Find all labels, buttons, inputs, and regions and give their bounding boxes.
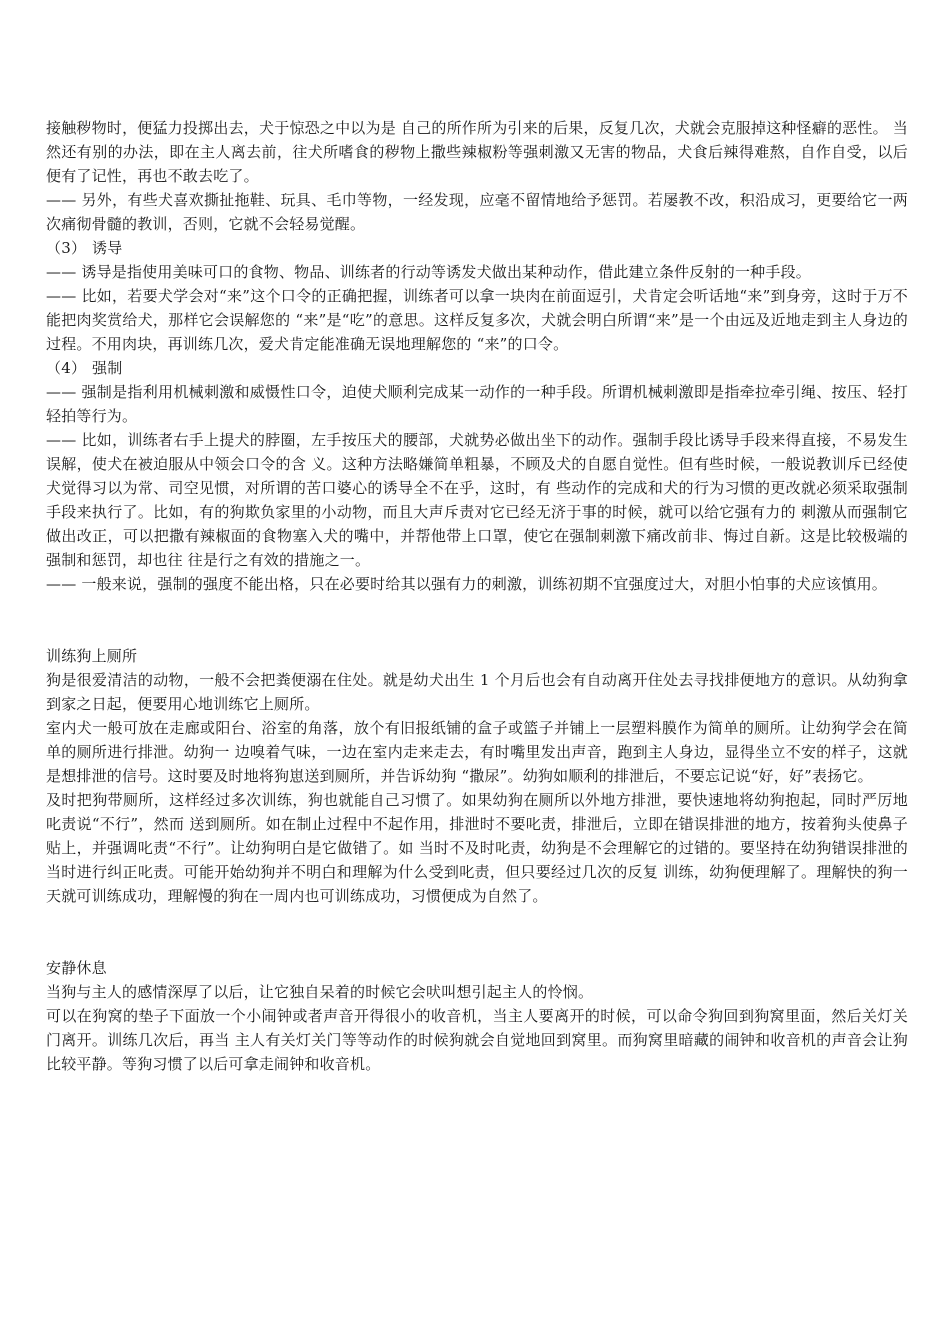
paragraph: —— 另外，有些犬喜欢撕扯拖鞋、玩具、毛巾等物，一经发现，应毫不留情地给予惩罚。若屡教不改，积沿成习，更要给它一两次痛彻骨髓的教训，否则，它就不会轻易觉醒。 — [46, 191, 908, 233]
section-spacer — [46, 596, 908, 644]
heading-title: 强制 — [92, 359, 123, 377]
paragraph: —— 比如，若要犬学会对“来”这个口令的正确把握，训练者可以拿一块肉在前面逗引，犬肯定会听话地“来”到身旁，这时于万不能把肉奖赏给犬，那样它会误解您的 “来”是“吃”的意思。这样反复多次，犬就会明白所谓“来”是一个由远及近地走到主人身边的过程。不用肉块，再训练几次，爱犬肯定能准确无误地理解您的 “来”的口令。 — [46, 287, 908, 353]
paragraph: —— 强制是指利用机械刺激和威慑性口令，迫使犬顺利完成某一动作的一种手段。所谓机械刺激即是指牵拉牵引绳、按压、轻打轻拍等行为。 — [46, 383, 908, 425]
paragraph: —— 诱导是指使用美味可口的食物、物品、训练者的行动等诱发犬做出某种动作，借此建立条件反射的一种手段。 — [46, 263, 811, 281]
heading-number: （3） — [46, 239, 87, 257]
paragraph: 及时把狗带厕所，这样经过多次训练，狗也就能自己习惯了。如果幼狗在厕所以外地方排泄，要快速地将幼狗抱起，同时严厉地叱责说“不行”，然而 送到厕所。如在制止过程中不起作用，排泄时不要叱责，排泄后，立即在错误排泄的地方，按着狗头使鼻子贴上，并强调叱责“不行”。让幼狗明白是它做错了。如 当时不及时叱责，幼狗是不会理解它的过错的。要坚持在幼狗错误排泄的当时进行纠正叱责。可能开始幼狗并不明白和理解为什么受到叱责，但只要经过几次的反复 训练，幼狗便理解了。理解快的狗一天就可训练成功，理解慢的狗在一周内也可训练成功，习惯便成为自然了。 — [46, 791, 908, 905]
section-title-quiet-rest: 安静休息 — [46, 959, 107, 977]
section-heading-induction — [46, 236, 908, 260]
document-body — [46, 116, 908, 1076]
heading-title: 诱导 — [92, 239, 123, 257]
paragraph: 可以在狗窝的垫子下面放一个小闹钟或者声音开得很小的收音机，当主人要离开的时候，可以命令狗回到狗窝里面，然后关灯关门离开。训练几次后，再当 主人有关灯关门等等动作的时候狗就会自觉地回到窝里。而狗窝里暗藏的闹钟和收音机的声音会让狗比较平静。等狗习惯了以后可拿走闹钟和收音机。 — [46, 1007, 908, 1073]
paragraph: 室内犬一般可放在走廊或阳台、浴室的角落，放个有旧报纸铺的盒子或篮子并铺上一层塑料膜作为简单的厕所。让幼狗学会在简单的厕所进行排泄。幼狗一 边嗅着气味，一边在室内走来走去，有时嘴里发出声音，跑到主人身边，显得坐立不安的样子，这就是想排泄的信号。这时要及时地将狗崽送到厕所，并告诉幼狗 “撒尿”。幼狗如顺利的排泄后，不要忘记说“好，好”表扬它。 — [46, 719, 908, 785]
section-heading-coercion — [46, 356, 908, 380]
paragraph: —— 比如，训练者右手上提犬的脖圈，左手按压犬的腰部，犬就势必做出坐下的动作。强制手段比诱导手段来得直接，不易发生误解，使犬在被迫服从中领会口令的含 义。这种方法略嫌简单粗暴，不顾及犬的自愿自觉性。但有些时候，一般说教训斥已经使犬觉得习以为常、司空见惯，对所谓的苦口婆心的诱导全不在乎，这时，有 些动作的完成和犬的行为习惯的更改就必须采取强制手段来执行了。比如，有的狗欺负家里的小动物，而且大声斥责对它已经无济于事的时候，就可以给它强有力的 刺激从而强制它做出改正，可以把撒有辣椒面的食物塞入犬的嘴中，并帮他带上口罩，使它在强制刺激下痛改前非、悔过自新。这是比较极端的强制和惩罚，却也往 往是行之有效的措施之一。 — [46, 431, 908, 569]
section-title-toilet-training: 训练狗上厕所 — [46, 647, 138, 665]
section-spacer — [46, 908, 908, 956]
paragraph: 狗是很爱清洁的动物，一般不会把粪便溺在住处。就是幼犬出生 1 个月后也会有自动离开住处去寻找排便地方的意识。从幼狗拿到家之日起，便要用心地训练它上厕所。 — [46, 671, 908, 713]
paragraph: 当狗与主人的感情深厚了以后，让它独自呆着的时候它会吠叫想引起主人的怜悯。 — [46, 983, 594, 1001]
heading-number: （4） — [46, 359, 87, 377]
paragraph: 接触秽物时，便猛力投掷出去，犬于惊恐之中以为是 自己的所作所为引来的后果，反复几次，犬就会克服掉这种怪癖的恶性。 当然还有别的办法，即在主人离去前，往犬所嗜食的秽物上撒些辣椒粉等强刺激又无害的物品，犬食后辣得难熬，自作自受，以后便有了记性，再也不敢去吃了。 — [46, 119, 908, 185]
paragraph: —— 一般来说，强制的强度不能出格，只在必要时给其以强有力的刺激，训练初期不宜强度过大，对胆小怕事的犬应该慎用。 — [46, 575, 887, 593]
